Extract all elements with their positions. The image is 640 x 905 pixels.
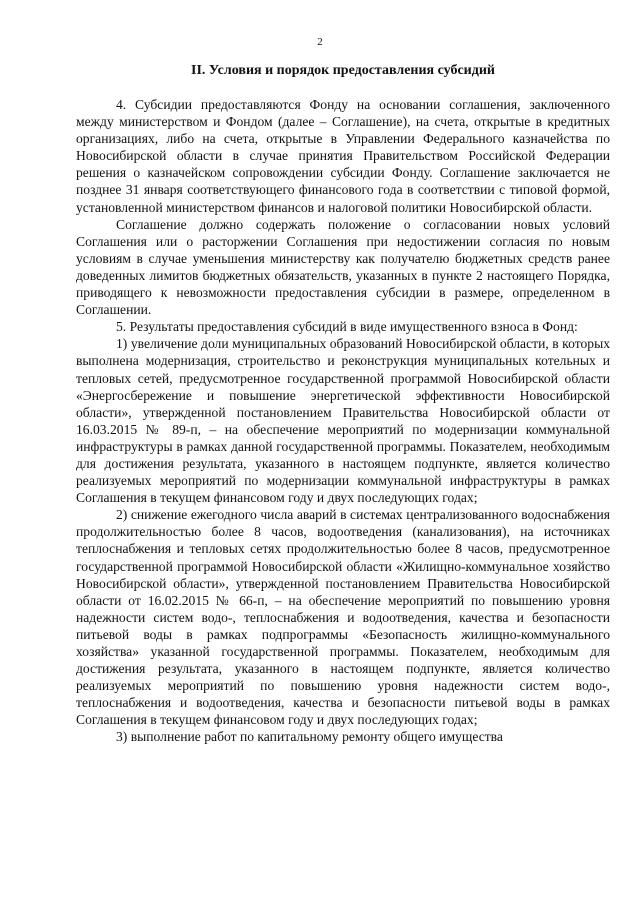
page-number: 2: [317, 36, 323, 48]
paragraph-subitem-1: 1) увеличение доли муниципальных образований Новосибирской области, в которых выполнена модернизация, строительство и реконструкция муниципальных котельных и тепловых сетей, предусмотренное государственной программой Новосибирской области «Энергосбережение и повышение энергетической эффективности Новосибирской области», утвержденной постановлением Правительства Новосибирской области от 16.03.2015 № 89-п, – на обеспечение мероприятий по модернизации коммунальной инфраструктуры в рамках данной государственной программы. Показателем, необходимым для достижения результата, указанного в настоящем подпункте, является количество реализуемых мероприятий по модернизации коммунальной инфраструктуры в рамках Соглашения в текущем финансовом году и двух последующих годах;: [76, 336, 610, 506]
body-text: [76, 96, 610, 746]
paragraph-item-5: 5. Результаты предоставления субсидий в виде имущественного взноса в Фонд:: [116, 319, 578, 335]
section-title: II. Условия и порядок предоставления субсидий: [191, 63, 495, 78]
paragraph-subitem-3: 3) выполнение работ по капитальному ремонту общего имущества: [116, 729, 503, 745]
paragraph-agreement-terms: Соглашение должно содержать положение о согласовании новых условий Соглашения или о расторжении Соглашения при недостижении согласия по новым условиям в случае уменьшения министерству как получателю бюджетных средств ранее доведенных лимитов бюджетных обязательств, указанных в пункте 2 настоящего Порядка, приводящего к невозможности предоставления субсидии в размере, определенном в Соглашении.: [76, 216, 610, 318]
paragraph-subitem-2: 2) снижение ежегодного числа аварий в системах централизованного водоснабжения продолжительностью более 8 часов, водоотведения (канализования), на источниках теплоснабжения и тепловых сетях продолжительностью более 8 часов, предусмотренное государственной программой Новосибирской области «Жилищно-коммунальное хозяйство Новосибирской области», утвержденной постановлением Правительства Новосибирской области от 16.02.2015 № 66-п, – на обеспечение мероприятий по повышению уровня надежности систем водо-, теплоснабжения и водоотведения, качества и безопасности питьевой воды в рамках подпрограммы «Безопасность жилищно-коммунального хозяйства» указанной государственной программы. Показателем, необходимым для достижения результата, указанного в настоящем подпункте, является количество реализуемых мероприятий по повышению уровня надежности систем водо-, теплоснабжения и водоотведения, качества и безопасности питьевой воды в рамках Соглашения в текущем финансовом году и двух последующих годах;: [76, 507, 610, 728]
paragraph-item-4: 4. Субсидии предоставляются Фонду на основании соглашения, заключенного между министерством и Фондом (далее – Соглашение), на счета, открытые в кредитных организациях, либо на счета, открытые в Управлении Федерального казначейства по Новосибирской области в случае принятия Правительством Российской Федерации решения о казначейском сопровождении субсидии Фонду. Соглашение заключается не позднее 31 января соответствующего финансового года в соответствии с типовой формой, установленной министерством финансов и налоговой политики Новосибирской области.: [76, 97, 610, 215]
